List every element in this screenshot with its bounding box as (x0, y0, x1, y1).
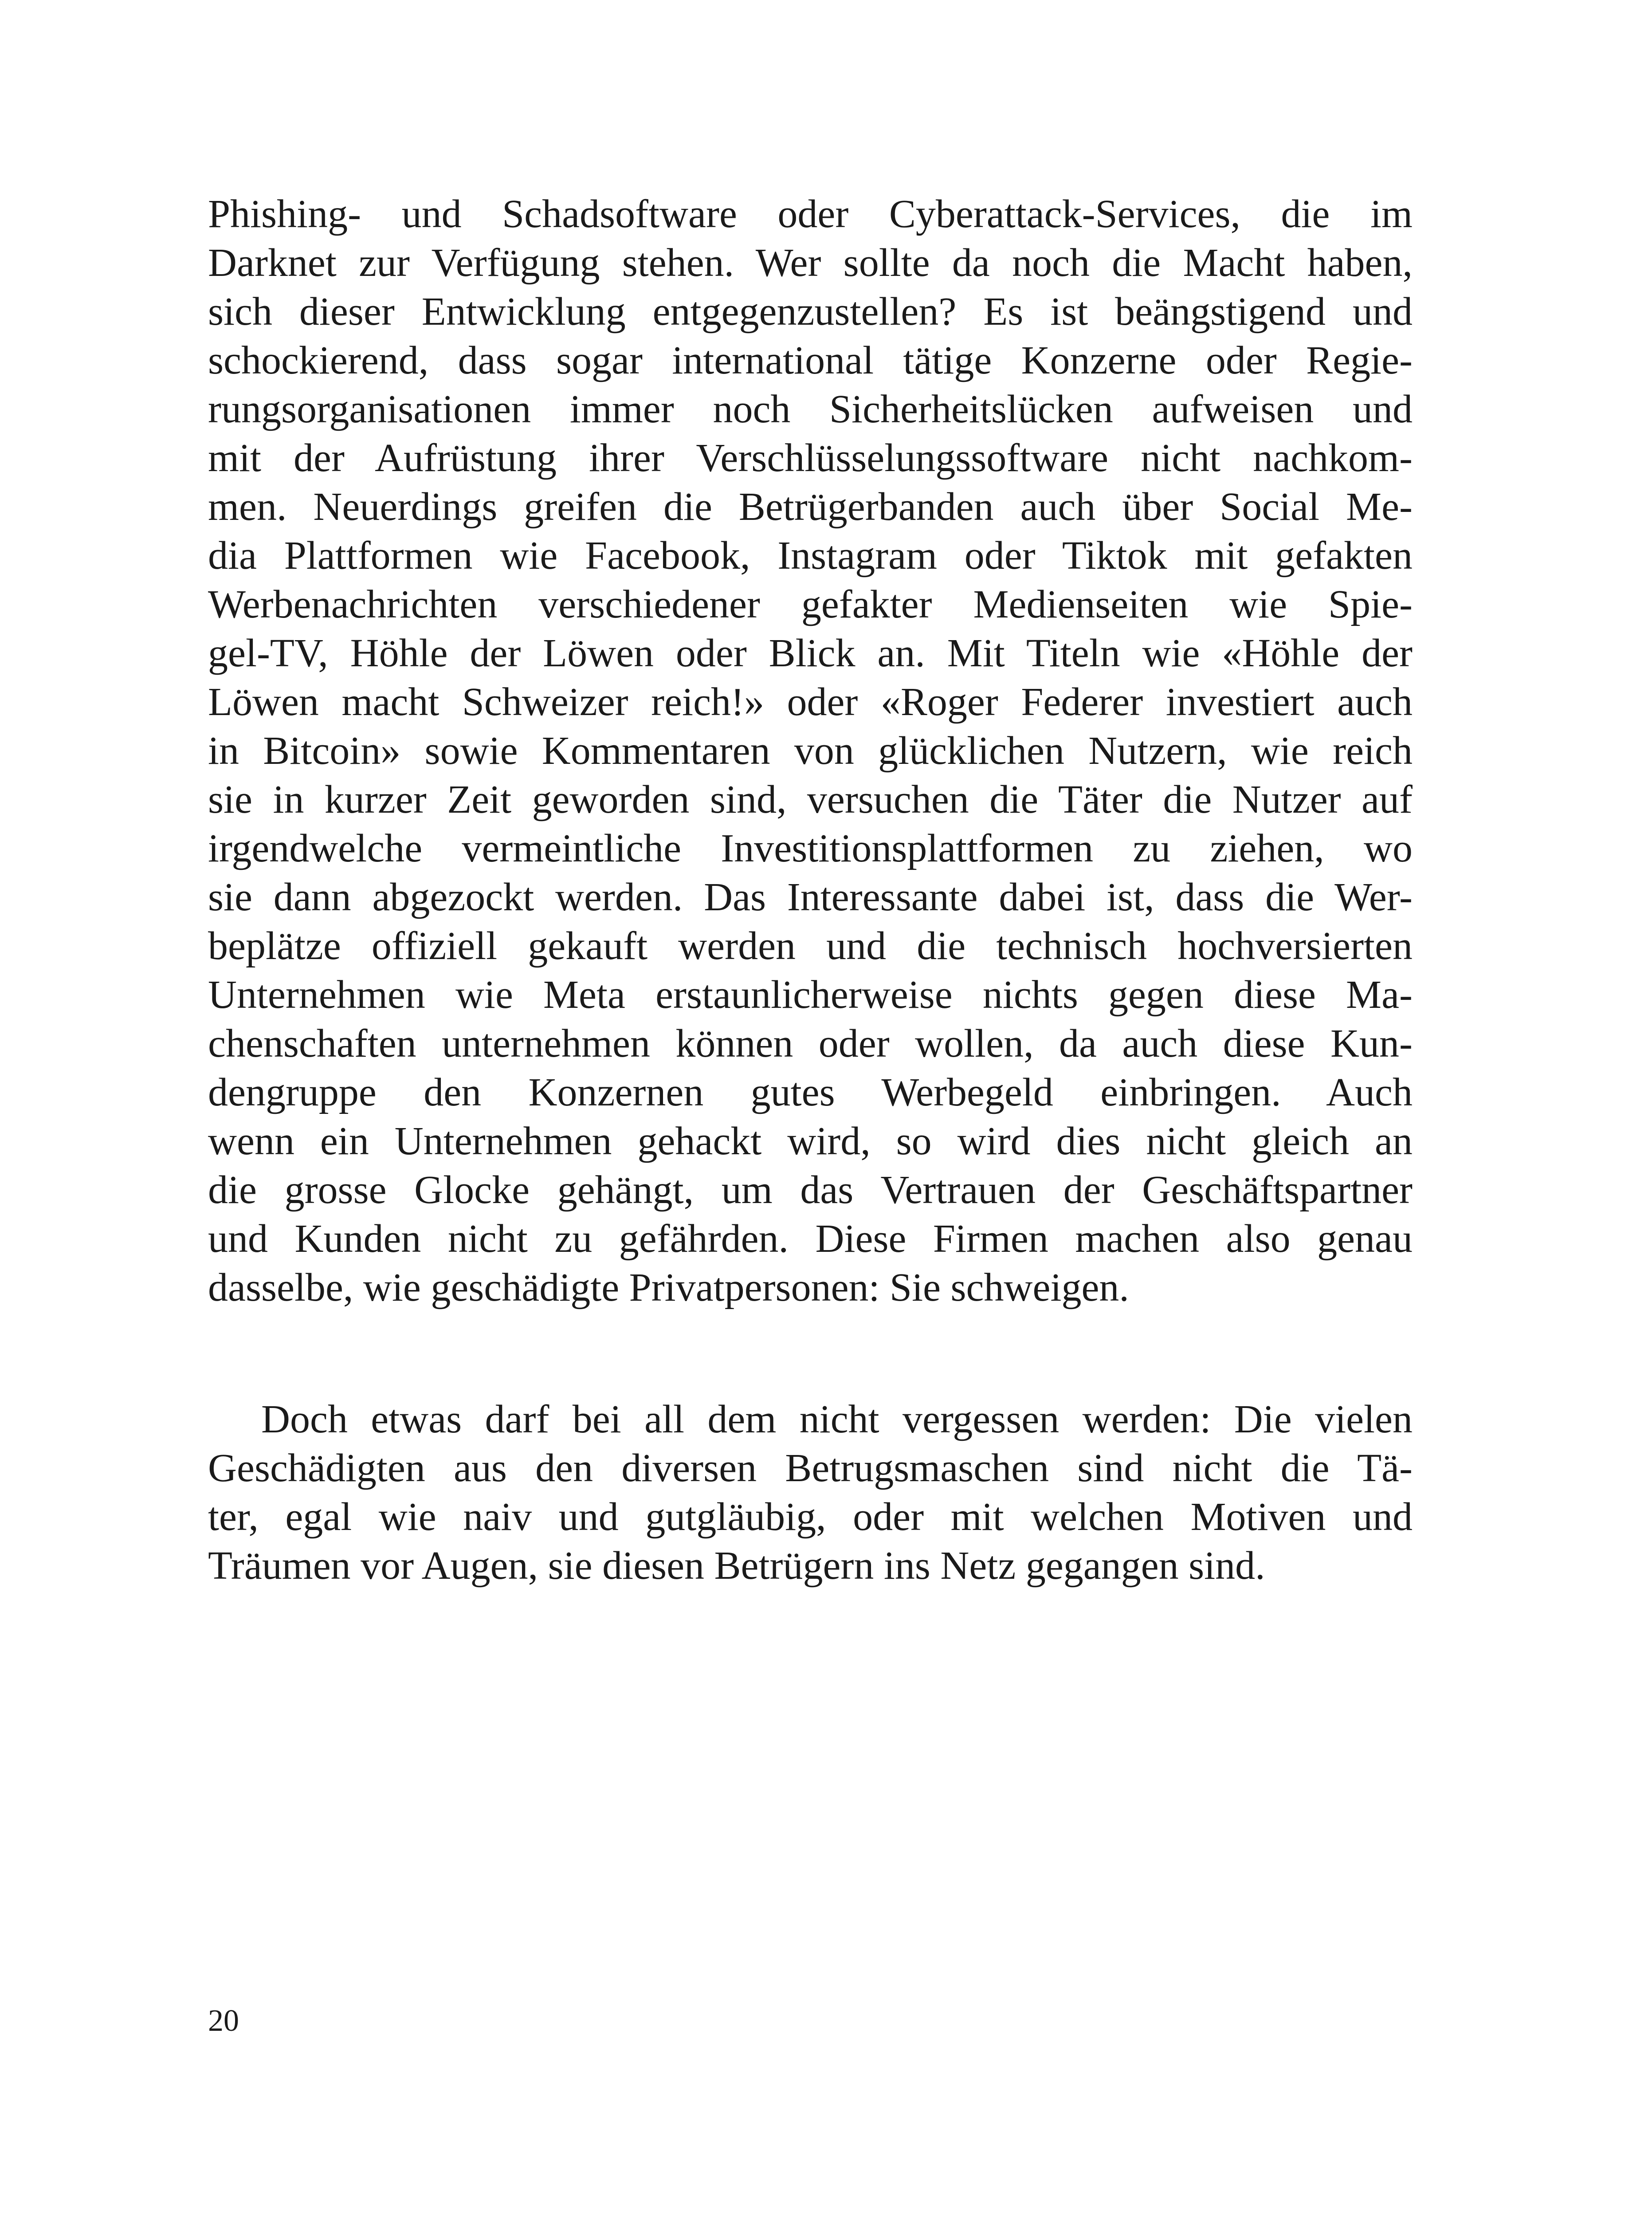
text-line: und Kunden nicht zu gefährden. Diese Firmen machen also genau (208, 1217, 1413, 1261)
text-line: Phishing- und Schadsoftware oder Cyberattack-Services, die im (208, 192, 1413, 236)
text-line: Geschädigten aus den diversen Betrugsmaschen sind nicht die Tä- (208, 1446, 1413, 1490)
text-line: Darknet zur Verfügung stehen. Wer sollte da noch die Macht haben, (208, 241, 1413, 285)
text-line: mit der Aufrüstung ihrer Verschlüsselungssoftware nicht nachkom- (208, 436, 1413, 480)
text-line: schockierend, dass sogar international tätige Konzerne oder Regie- (208, 338, 1413, 382)
text-line: irgendwelche vermeintliche Investitionsplattformen zu ziehen, wo (208, 826, 1413, 870)
body-paragraph-1 (208, 190, 1413, 1312)
text-line: chenschaften unternehmen können oder wollen, da auch diese Kun- (208, 1022, 1413, 1066)
text-line: Unternehmen wie Meta erstaunlicherweise nichts gegen diese Ma- (208, 973, 1413, 1017)
text-line: in Bitcoin» sowie Kommentaren von glücklichen Nutzern, wie reich (208, 729, 1413, 773)
text-line: dia Plattformen wie Facebook, Instagram oder Tiktok mit gefakten (208, 534, 1413, 578)
text-line: sie in kurzer Zeit geworden sind, versuchen die Täter die Nutzer auf (208, 778, 1413, 822)
text-line: sie dann abgezockt werden. Das Interessante dabei ist, dass die Wer- (208, 875, 1413, 919)
text-line: die grosse Glocke gehängt, um das Vertrauen der Geschäftspartner (208, 1168, 1413, 1212)
text-line: ter, egal wie naiv und gutgläubig, oder mit welchen Motiven und (208, 1495, 1413, 1539)
text-line: wenn ein Unternehmen gehackt wird, so wird dies nicht gleich an (208, 1119, 1413, 1163)
text-line: men. Neuerdings greifen die Betrügerbanden auch über Social Me- (208, 485, 1413, 529)
text-line: gel-TV, Höhle der Löwen oder Blick an. Mit Titeln wie «Höhle der (208, 631, 1413, 675)
text-line: Doch etwas darf bei all dem nicht vergessen werden: Die vielen (261, 1397, 1413, 1441)
text-line: beplätze offiziell gekauft werden und die technisch hochversierten (208, 924, 1413, 968)
text-line: Löwen macht Schweizer reich!» oder «Roger Federer investiert auch (208, 680, 1413, 724)
text-line: sich dieser Entwicklung entgegenzustellen? Es ist beängstigend und (208, 290, 1413, 334)
page-number: 20 (208, 2004, 239, 2038)
text-line: dengruppe den Konzernen gutes Werbegeld einbringen. Auch (208, 1070, 1413, 1114)
text-line: Werbenachrichten verschiedener gefakter Medienseiten wie Spie- (208, 582, 1413, 626)
text-line: Träumen vor Augen, sie diesen Betrügern ins Netz gegangen sind. (208, 1544, 1265, 1588)
text-line: rungsorganisationen immer noch Sicherheitslücken aufweisen und (208, 387, 1413, 431)
text-line: dasselbe, wie geschädigte Privatpersonen: Sie schweigen. (208, 1266, 1129, 1310)
body-paragraph-2 (208, 1395, 1413, 1590)
